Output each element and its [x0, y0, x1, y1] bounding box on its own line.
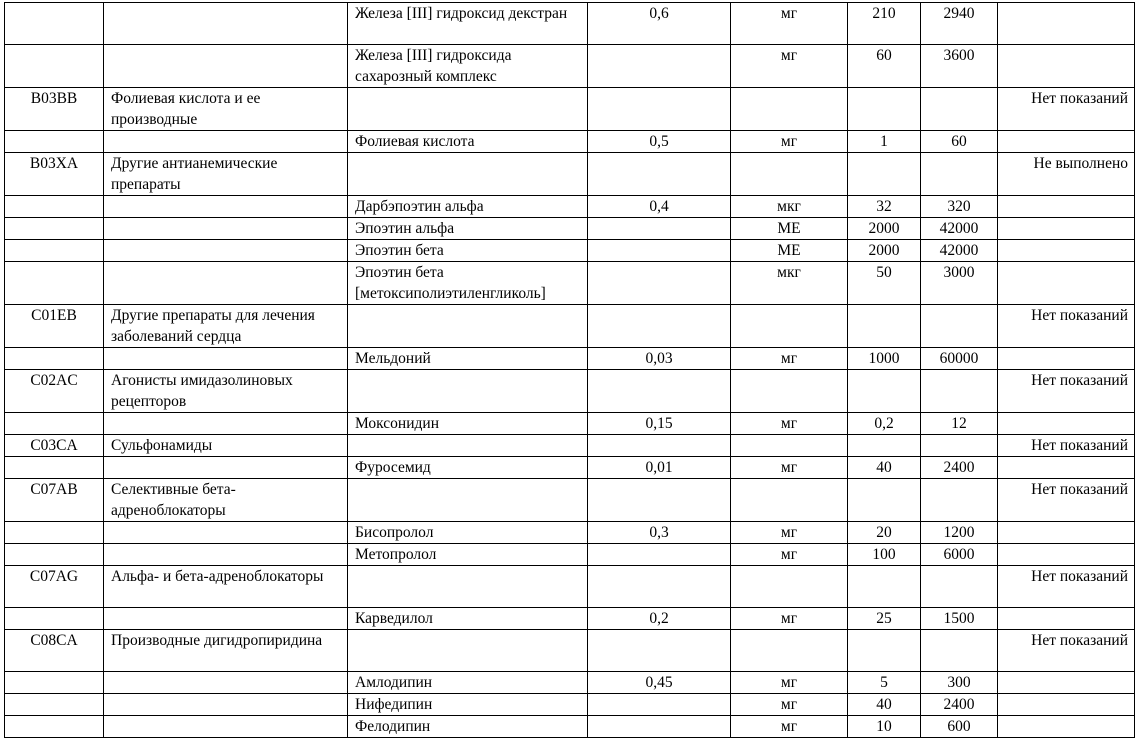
- group-name-cell: Селективные бета-адреноблокаторы: [104, 479, 348, 522]
- table-row: [5, 435, 1135, 457]
- atc-code-cell: C02AC: [5, 370, 104, 413]
- group-name-cell: [104, 131, 348, 153]
- atc-code-cell: C01EB: [5, 305, 104, 348]
- ddd-cell: 32: [848, 196, 921, 218]
- table-row: [5, 694, 1135, 716]
- dose-cell: [588, 479, 731, 522]
- note-cell: [998, 131, 1135, 153]
- drug-name-cell: [348, 630, 588, 672]
- note-cell: [998, 218, 1135, 240]
- unit-cell: мг: [731, 716, 848, 738]
- total-cell: [921, 479, 998, 522]
- note-cell: Нет показаний: [998, 305, 1135, 348]
- group-name-cell: Производные дигидропиридина: [104, 630, 348, 672]
- group-name-cell: [104, 3, 348, 45]
- drug-name-cell: Нифедипин: [348, 694, 588, 716]
- total-cell: [921, 305, 998, 348]
- drug-name-cell: [348, 435, 588, 457]
- unit-cell: мг: [731, 348, 848, 370]
- note-cell: [998, 522, 1135, 544]
- total-cell: 2400: [921, 457, 998, 479]
- ddd-cell: 10: [848, 716, 921, 738]
- dose-cell: 0,3: [588, 522, 731, 544]
- drug-name-cell: Эпоэтин бета [метоксиполиэтиленгликоль]: [348, 262, 588, 305]
- table-row: [5, 370, 1135, 413]
- drug-name-cell: Мельдоний: [348, 348, 588, 370]
- drug-name-cell: [348, 370, 588, 413]
- atc-code-cell: [5, 413, 104, 435]
- drug-name-cell: Метопролол: [348, 544, 588, 566]
- ddd-cell: [848, 479, 921, 522]
- group-name-cell: Агонисты имидазолиновых рецепторов: [104, 370, 348, 413]
- drug-name-cell: Фелодипин: [348, 716, 588, 738]
- unit-cell: мг: [731, 672, 848, 694]
- drug-name-cell: [348, 153, 588, 196]
- dose-cell: [588, 544, 731, 566]
- unit-cell: мкг: [731, 196, 848, 218]
- drug-name-cell: [348, 479, 588, 522]
- dose-cell: [588, 218, 731, 240]
- total-cell: [921, 435, 998, 457]
- unit-cell: мг: [731, 544, 848, 566]
- note-cell: Нет показаний: [998, 370, 1135, 413]
- table-row: [5, 45, 1135, 88]
- ddd-cell: 50: [848, 262, 921, 305]
- group-name-cell: Сульфонамиды: [104, 435, 348, 457]
- total-cell: [921, 88, 998, 131]
- table-row: [5, 262, 1135, 305]
- unit-cell: мг: [731, 608, 848, 630]
- unit-cell: мг: [731, 45, 848, 88]
- note-cell: [998, 45, 1135, 88]
- total-cell: 42000: [921, 240, 998, 262]
- total-cell: 300: [921, 672, 998, 694]
- note-cell: [998, 694, 1135, 716]
- table-row: [5, 457, 1135, 479]
- dose-cell: [588, 305, 731, 348]
- dose-cell: 0,01: [588, 457, 731, 479]
- atc-code-cell: [5, 694, 104, 716]
- dose-cell: [588, 153, 731, 196]
- table-row: [5, 3, 1135, 45]
- total-cell: 1200: [921, 522, 998, 544]
- dose-cell: [588, 716, 731, 738]
- note-cell: [998, 716, 1135, 738]
- group-name-cell: [104, 457, 348, 479]
- ddd-cell: 60: [848, 45, 921, 88]
- group-name-cell: Фолиевая кислота и ее производные: [104, 88, 348, 131]
- ddd-cell: 25: [848, 608, 921, 630]
- total-cell: 6000: [921, 544, 998, 566]
- ddd-cell: [848, 153, 921, 196]
- drug-name-cell: [348, 566, 588, 608]
- note-cell: Не выполнено: [998, 153, 1135, 196]
- dose-cell: 0,4: [588, 196, 731, 218]
- drug-name-cell: Эпоэтин бета: [348, 240, 588, 262]
- table-row: [5, 218, 1135, 240]
- atc-code-cell: C03CA: [5, 435, 104, 457]
- total-cell: 2940: [921, 3, 998, 45]
- unit-cell: [731, 435, 848, 457]
- total-cell: 2400: [921, 694, 998, 716]
- ddd-cell: 1: [848, 131, 921, 153]
- dose-cell: 0,6: [588, 3, 731, 45]
- group-name-cell: [104, 522, 348, 544]
- atc-code-cell: [5, 45, 104, 88]
- group-name-cell: [104, 608, 348, 630]
- ddd-cell: [848, 566, 921, 608]
- table-row: [5, 544, 1135, 566]
- dose-cell: [588, 370, 731, 413]
- total-cell: [921, 566, 998, 608]
- note-cell: Нет показаний: [998, 88, 1135, 131]
- table-row: [5, 196, 1135, 218]
- table-row: [5, 305, 1135, 348]
- table-row: [5, 672, 1135, 694]
- dose-cell: [588, 88, 731, 131]
- dose-cell: 0,5: [588, 131, 731, 153]
- note-cell: [998, 348, 1135, 370]
- drug-name-cell: [348, 88, 588, 131]
- total-cell: 60: [921, 131, 998, 153]
- total-cell: 3000: [921, 262, 998, 305]
- group-name-cell: Альфа- и бета-адреноблокаторы: [104, 566, 348, 608]
- atc-code-cell: C07AB: [5, 479, 104, 522]
- drug-name-cell: Карведилол: [348, 608, 588, 630]
- drug-name-cell: Бисопролол: [348, 522, 588, 544]
- dose-cell: [588, 262, 731, 305]
- note-cell: [998, 3, 1135, 45]
- atc-code-cell: [5, 218, 104, 240]
- atc-code-cell: C08CA: [5, 630, 104, 672]
- atc-code-cell: [5, 240, 104, 262]
- group-name-cell: [104, 716, 348, 738]
- dose-cell: [588, 630, 731, 672]
- dose-cell: 0,2: [588, 608, 731, 630]
- table-row: [5, 153, 1135, 196]
- group-name-cell: Другие препараты для лечения заболеваний сердца: [104, 305, 348, 348]
- group-name-cell: [104, 413, 348, 435]
- drug-name-cell: Фолиевая кислота: [348, 131, 588, 153]
- drug-name-cell: Железа [III] гидроксид декстран: [348, 3, 588, 45]
- table-row: [5, 240, 1135, 262]
- drug-table: [4, 2, 1135, 738]
- ddd-cell: 100: [848, 544, 921, 566]
- total-cell: 42000: [921, 218, 998, 240]
- total-cell: 60000: [921, 348, 998, 370]
- unit-cell: мг: [731, 694, 848, 716]
- note-cell: Нет показаний: [998, 630, 1135, 672]
- dose-cell: [588, 45, 731, 88]
- dose-cell: [588, 694, 731, 716]
- total-cell: 3600: [921, 45, 998, 88]
- total-cell: 320: [921, 196, 998, 218]
- note-cell: [998, 544, 1135, 566]
- drug-name-cell: Моксонидин: [348, 413, 588, 435]
- group-name-cell: [104, 694, 348, 716]
- note-cell: Нет показаний: [998, 479, 1135, 522]
- ddd-cell: 40: [848, 457, 921, 479]
- atc-code-cell: [5, 348, 104, 370]
- dose-cell: 0,45: [588, 672, 731, 694]
- total-cell: 12: [921, 413, 998, 435]
- note-cell: Нет показаний: [998, 435, 1135, 457]
- ddd-cell: [848, 305, 921, 348]
- ddd-cell: 40: [848, 694, 921, 716]
- table-row: [5, 522, 1135, 544]
- unit-cell: [731, 88, 848, 131]
- dose-cell: 0,15: [588, 413, 731, 435]
- group-name-cell: Другие антианемические препараты: [104, 153, 348, 196]
- ddd-cell: [848, 630, 921, 672]
- table-row: [5, 608, 1135, 630]
- drug-name-cell: Дарбэпоэтин альфа: [348, 196, 588, 218]
- table-row: [5, 413, 1135, 435]
- unit-cell: [731, 305, 848, 348]
- unit-cell: [731, 370, 848, 413]
- total-cell: [921, 370, 998, 413]
- unit-cell: мг: [731, 3, 848, 45]
- group-name-cell: [104, 218, 348, 240]
- ddd-cell: 2000: [848, 218, 921, 240]
- ddd-cell: 0,2: [848, 413, 921, 435]
- note-cell: [998, 413, 1135, 435]
- note-cell: [998, 608, 1135, 630]
- atc-code-cell: C07AG: [5, 566, 104, 608]
- total-cell: 1500: [921, 608, 998, 630]
- table-row: [5, 566, 1135, 608]
- ddd-cell: 5: [848, 672, 921, 694]
- unit-cell: [731, 479, 848, 522]
- group-name-cell: [104, 544, 348, 566]
- drug-name-cell: Амлодипин: [348, 672, 588, 694]
- dose-cell: [588, 240, 731, 262]
- note-cell: [998, 457, 1135, 479]
- note-cell: [998, 262, 1135, 305]
- unit-cell: мг: [731, 522, 848, 544]
- group-name-cell: [104, 348, 348, 370]
- atc-code-cell: [5, 457, 104, 479]
- note-cell: Нет показаний: [998, 566, 1135, 608]
- drug-name-cell: [348, 305, 588, 348]
- ddd-cell: 2000: [848, 240, 921, 262]
- ddd-cell: [848, 435, 921, 457]
- group-name-cell: [104, 262, 348, 305]
- atc-code-cell: [5, 262, 104, 305]
- atc-code-cell: B03BB: [5, 88, 104, 131]
- ddd-cell: 210: [848, 3, 921, 45]
- ddd-cell: 1000: [848, 348, 921, 370]
- note-cell: [998, 196, 1135, 218]
- table-row: [5, 348, 1135, 370]
- unit-cell: [731, 630, 848, 672]
- atc-code-cell: [5, 3, 104, 45]
- atc-code-cell: B03XA: [5, 153, 104, 196]
- dose-cell: 0,03: [588, 348, 731, 370]
- note-cell: [998, 672, 1135, 694]
- atc-code-cell: [5, 672, 104, 694]
- atc-code-cell: [5, 522, 104, 544]
- ddd-cell: [848, 370, 921, 413]
- total-cell: [921, 153, 998, 196]
- unit-cell: МЕ: [731, 240, 848, 262]
- unit-cell: мг: [731, 413, 848, 435]
- group-name-cell: [104, 45, 348, 88]
- table-row: [5, 630, 1135, 672]
- table-row: [5, 716, 1135, 738]
- total-cell: [921, 630, 998, 672]
- group-name-cell: [104, 240, 348, 262]
- group-name-cell: [104, 196, 348, 218]
- group-name-cell: [104, 672, 348, 694]
- drug-name-cell: Железа [III] гидроксида сахарозный комплекс: [348, 45, 588, 88]
- ddd-cell: [848, 88, 921, 131]
- unit-cell: [731, 153, 848, 196]
- total-cell: 600: [921, 716, 998, 738]
- unit-cell: мкг: [731, 262, 848, 305]
- atc-code-cell: [5, 196, 104, 218]
- ddd-cell: 20: [848, 522, 921, 544]
- atc-code-cell: [5, 544, 104, 566]
- table-row: [5, 88, 1135, 131]
- atc-code-cell: [5, 608, 104, 630]
- drug-name-cell: Эпоэтин альфа: [348, 218, 588, 240]
- table-row: [5, 479, 1135, 522]
- note-cell: [998, 240, 1135, 262]
- atc-code-cell: [5, 716, 104, 738]
- unit-cell: мг: [731, 457, 848, 479]
- unit-cell: МЕ: [731, 218, 848, 240]
- drug-name-cell: Фуросемид: [348, 457, 588, 479]
- unit-cell: мг: [731, 131, 848, 153]
- dose-cell: [588, 566, 731, 608]
- dose-cell: [588, 435, 731, 457]
- unit-cell: [731, 566, 848, 608]
- table-row: [5, 131, 1135, 153]
- atc-code-cell: [5, 131, 104, 153]
